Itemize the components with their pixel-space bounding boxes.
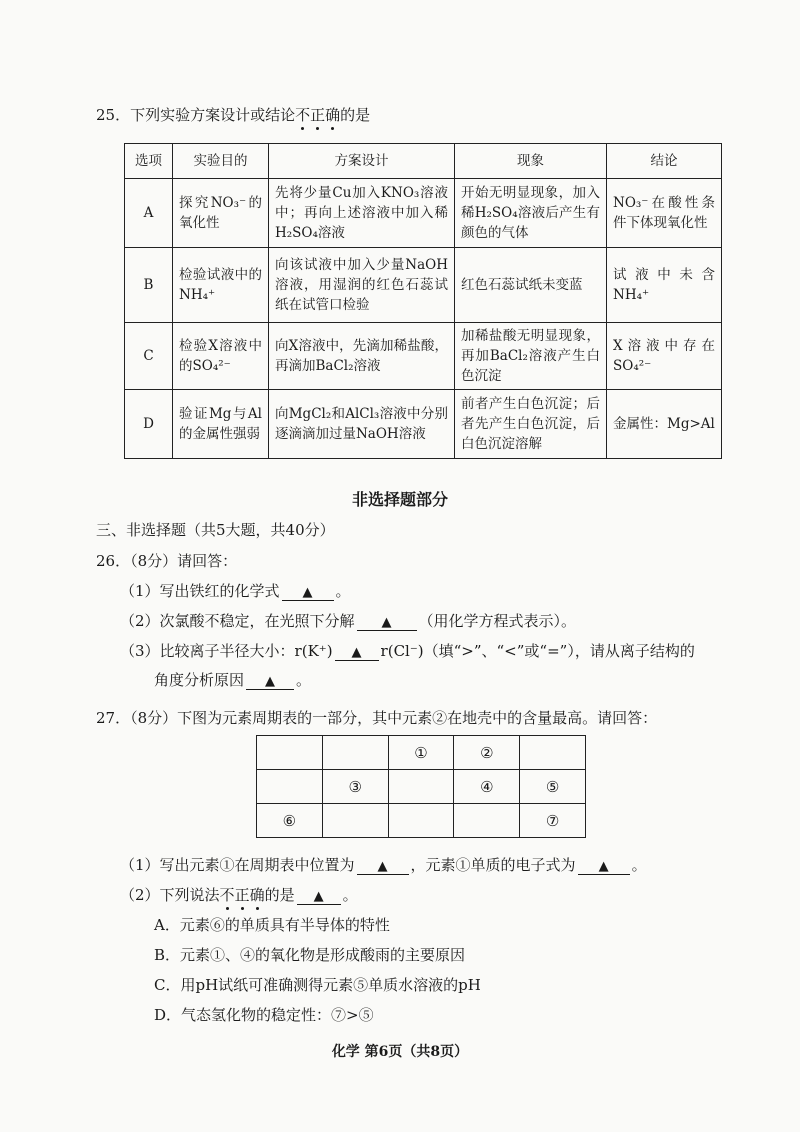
- ptable-cell: [322, 804, 388, 838]
- q26-sub2: [120, 610, 576, 631]
- row-option: C: [125, 323, 173, 390]
- row-design: 向该试液中加入少量NaOH溶液，用湿润的红色石蕊试纸在试管口检验: [269, 248, 455, 323]
- q27-sub1-end: 。: [631, 856, 647, 874]
- q26-sub1-end: 。: [335, 582, 351, 600]
- header-design: 方案设计: [269, 144, 455, 179]
- q25-header-row: [125, 144, 722, 179]
- q27-sub2-text-b: 的是: [264, 886, 295, 904]
- row-purpose: 验证Mg与Al的金属性强弱: [173, 390, 269, 459]
- row-design: 向X溶液中，先滴加稀盐酸，再滴加BaCl₂溶液: [269, 323, 455, 390]
- ptable-cell: [257, 770, 323, 804]
- page-footer: 化学 第6页（共8页）: [331, 1044, 469, 1060]
- ptable-cell: ②: [454, 736, 520, 770]
- answer-blank[interactable]: ▲: [578, 860, 630, 875]
- header-option: 选项: [125, 144, 173, 179]
- q26-sub1: [120, 580, 351, 601]
- q25-row-c: [125, 323, 722, 390]
- row-design: 先将少量Cu加入KNO₃溶液中；再向上述溶液中加入稀H₂SO₄溶液: [269, 179, 455, 248]
- emphasis-char: 正: [310, 106, 326, 124]
- q27-option-b[interactable]: B．元素①、④的氧化物是形成酸雨的主要原因: [154, 946, 466, 964]
- q27-sub1-text-b: ，元素①单质的电子式为: [410, 856, 576, 874]
- row-conclusion: 试液中未含NH₄⁺: [607, 248, 722, 323]
- emphasis-char: 确: [325, 106, 341, 124]
- q26-sub1-text: （1）写出铁红的化学式: [120, 582, 280, 600]
- ptable-cell: ⑦: [520, 804, 586, 838]
- q25-stem: [96, 104, 370, 125]
- ptable-cell: [454, 804, 520, 838]
- q26-sub2-text: （2）次氯酸不稳定，在光照下分解: [120, 612, 355, 630]
- q25-row-a: [125, 179, 722, 248]
- q26-sub3-text: （3）比较离子半径大小：r(K⁺): [120, 642, 333, 660]
- row-phenomenon: 加稀盐酸无明显现象，再加BaCl₂溶液产生白色沉淀: [455, 323, 607, 390]
- q26-sub3-text-b: r(Cl⁻)（填“>”、“<”或“=”），请从离子结构的: [380, 642, 695, 660]
- section-title: 非选择题部分: [351, 490, 448, 509]
- ptable-cell: [257, 736, 323, 770]
- q27-option-c[interactable]: C．用pH试纸可准确测得元素⑤单质水溶液的pH: [154, 976, 481, 994]
- q26-sub3: [120, 640, 695, 661]
- q25-stem-emphasis: [295, 106, 340, 124]
- header-phenomenon: 现象: [455, 144, 607, 179]
- ptable-row: [257, 736, 586, 770]
- q27-sub2-emphasis: [220, 886, 265, 904]
- ptable-cell: [388, 770, 454, 804]
- answer-blank[interactable]: ▲: [357, 616, 417, 631]
- q27-sub2-text: （2）下列说法: [120, 886, 220, 904]
- row-purpose: 探究NO₃⁻的氧化性: [173, 179, 269, 248]
- emphasis-char: 确: [249, 886, 265, 904]
- ptable-cell: [520, 736, 586, 770]
- q26-sub3-cont: [154, 669, 311, 690]
- row-phenomenon: 前者产生白色沉淀；后者先产生白色沉淀，后白色沉淀溶解: [455, 390, 607, 459]
- row-phenomenon: 开始无明显现象，加入稀H₂SO₄溶液后产生有颜色的气体: [455, 179, 607, 248]
- answer-blank[interactable]: ▲: [357, 860, 409, 875]
- q27-stem: 27．（8分）下图为元素周期表的一部分，其中元素②在地壳中的含量最高。请回答：: [96, 709, 658, 727]
- q27-sub1-text: （1）写出元素①在周期表中位置为: [120, 856, 355, 874]
- answer-blank[interactable]: ▲: [297, 890, 341, 905]
- periodic-table-fragment: [256, 735, 586, 838]
- q27-sub2: [120, 884, 358, 905]
- row-conclusion: X溶液中存在SO₄²⁻: [607, 323, 722, 390]
- q25-row-b: [125, 248, 722, 323]
- row-conclusion: NO₃⁻在酸性条件下体现氧化性: [607, 179, 722, 248]
- q26-sub3-end: 。: [296, 671, 312, 689]
- q25-table: [124, 143, 722, 459]
- q27-sub2-end: 。: [342, 886, 358, 904]
- q27-option-a[interactable]: A．元素⑥的单质具有半导体的特性: [154, 916, 390, 934]
- ptable-row: [257, 770, 586, 804]
- ptable-cell: [388, 804, 454, 838]
- q26-stem: 26．（8分）请回答：: [96, 552, 238, 570]
- answer-blank[interactable]: ▲: [335, 646, 379, 661]
- ptable-cell: ③: [322, 770, 388, 804]
- row-option: B: [125, 248, 173, 323]
- header-purpose: 实验目的: [173, 144, 269, 179]
- ptable-cell: ①: [388, 736, 454, 770]
- q25-row-d: [125, 390, 722, 459]
- row-option: A: [125, 179, 173, 248]
- q27-sub1: [120, 854, 647, 875]
- ptable-cell: [322, 736, 388, 770]
- ptable-row: [257, 804, 586, 838]
- emphasis-char: 不: [219, 886, 235, 904]
- emphasis-char: 正: [234, 886, 250, 904]
- emphasis-char: 不: [295, 106, 311, 124]
- row-option: D: [125, 390, 173, 459]
- ptable-cell: ⑥: [257, 804, 323, 838]
- answer-blank[interactable]: ▲: [246, 675, 294, 690]
- part3-heading: 三、非选择题（共5大题，共40分）: [96, 521, 335, 539]
- row-phenomenon: 红色石蕊试纸未变蓝: [455, 248, 607, 323]
- ptable-cell: ④: [454, 770, 520, 804]
- q25-stem-b: 的是: [340, 106, 371, 124]
- row-purpose: 检验试液中的NH₄⁺: [173, 248, 269, 323]
- header-conclusion: 结论: [607, 144, 722, 179]
- q27-option-d[interactable]: D．气态氢化物的稳定性：⑦>⑤: [154, 1006, 374, 1024]
- row-purpose: 检验X溶液中的SO₄²⁻: [173, 323, 269, 390]
- q25-stem-a: 25．下列实验方案设计或结论: [96, 106, 296, 124]
- row-conclusion: 金属性：Mg>Al: [607, 390, 722, 459]
- row-design: 向MgCl₂和AlCl₃溶液中分别逐滴滴加过量NaOH溶液: [269, 390, 455, 459]
- answer-blank[interactable]: ▲: [282, 586, 334, 601]
- ptable-cell: ⑤: [520, 770, 586, 804]
- q26-sub3-text-c: 角度分析原因: [154, 671, 245, 689]
- q26-sub2-end: （用化学方程式表示）。: [418, 612, 577, 630]
